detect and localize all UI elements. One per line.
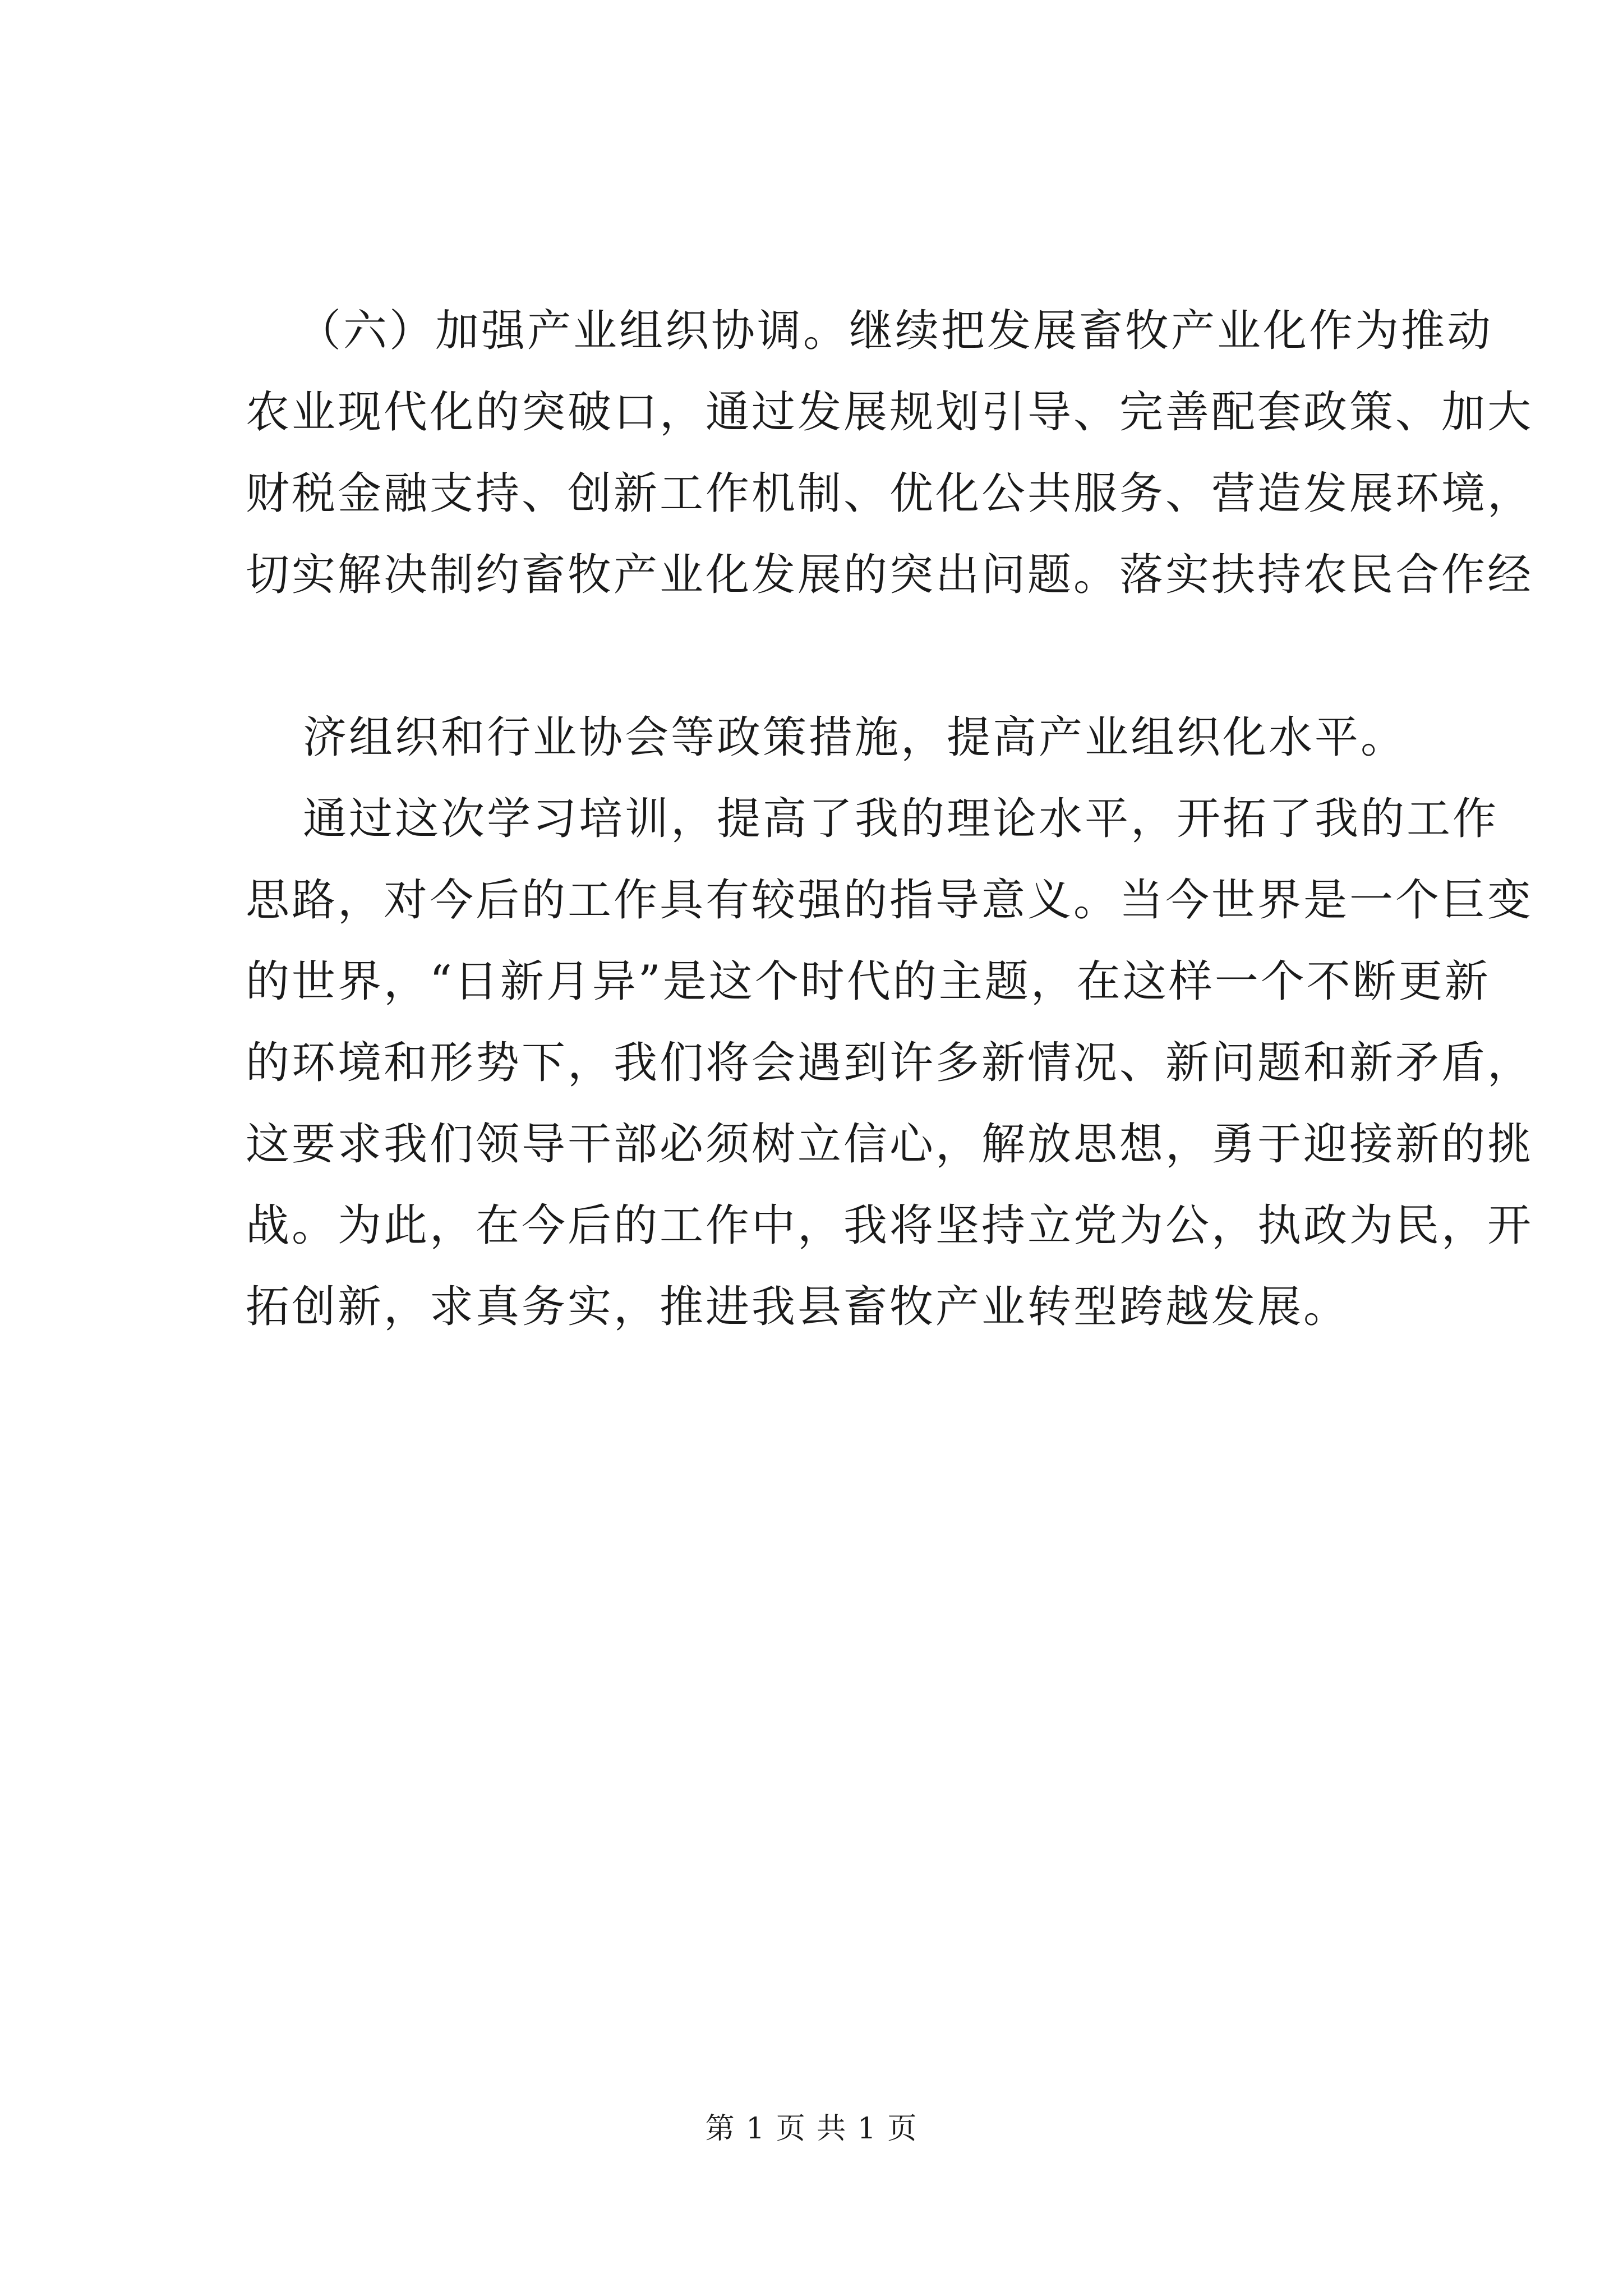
paragraph-1-line-5: 济组织和行业协会等政策措施，提高产业组织化水平。: [303, 712, 1407, 763]
page-number-footer: 第 1 页 共 1 页: [705, 2112, 918, 2146]
paragraph-1-line-1: （六）加强产业组织协调。继续把发展畜牧产业化作为推动: [297, 306, 1493, 356]
paragraph-2-line-5: 这要求我们领导干部必须树立信心，解放思想，勇于迎接新的挑: [246, 1119, 1534, 1170]
paragraph-2-line-4: 的环境和形势下，我们将会遇到许多新情况、新问题和新矛盾，: [246, 1038, 1534, 1088]
paragraph-1-line-4: 切实解决制约畜牧产业化发展的突出问题。落实扶持农民合作经: [246, 550, 1534, 600]
paragraph-2-line-7: 拓创新，求真务实，推进我县畜牧产业转型跨越发展。: [246, 1282, 1350, 1332]
paragraph-2-line-6: 战。为此，在今后的工作中，我将坚持立党为公，执政为民，开: [246, 1200, 1534, 1251]
paragraph-2-line-3: 的世界，“日新月异”是这个时代的主题，在这样一个不断更新: [246, 956, 1491, 1007]
paragraph-2-line-1: 通过这次学习培训，提高了我的理论水平，开拓了我的工作: [303, 794, 1499, 844]
paragraph-1-line-3: 财税金融支持、创新工作机制、优化公共服务、营造发展环境，: [246, 468, 1534, 519]
paragraph-2-line-2: 思路，对今后的工作具有较强的指导意义。当今世界是一个巨变: [246, 875, 1534, 926]
paragraph-1-line-2: 农业现代化的突破口，通过发展规划引导、完善配套政策、加大: [246, 387, 1534, 438]
